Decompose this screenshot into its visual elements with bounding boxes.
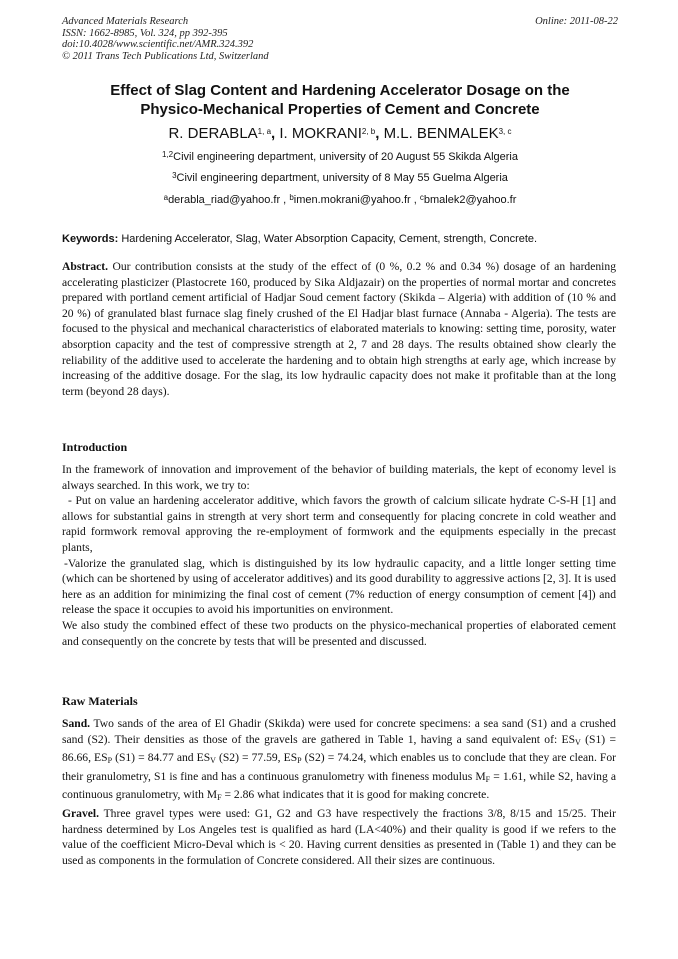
email-a[interactable]: derabla_riad@yahoo.fr , [168, 194, 287, 206]
title-line-2: Physico-Mechanical Properties of Cement and Concrete [140, 101, 540, 118]
gravel-label: Gravel. [62, 806, 100, 820]
journal-name: Advanced Materials Research [62, 16, 189, 27]
sand-paragraph [62, 716, 616, 806]
gravel-text: Three gravel types were used: G1, G2 and G3 have respectively the fractions 3/8, 8/15 and 15/25. Their hardness determined by Los Angeles test is qualified as hard (LA<40%) and their quality is good if we refers to the value of the coefficient Micro-Deval which is < 20. Having current densities as presented in (Table 1) and they can be used as components in the formulation of Concrete considered. All their sizes are continuous. [62, 806, 616, 867]
issn-line: ISSN: 1662-8985, Vol. 324, pp 392-395 [62, 27, 228, 39]
sand-label: Sand. [62, 717, 91, 730]
abstract-text: Our contribution consists at the study of the effect of (0 %, 0.2 % and 0.34 %) dosage of an hardening accelerating plasticizer (Plastocrete 160, produced by Sika Aldjazair) on the properties of normal mortar and concretes prepared with portland cement artificial of Hadjar Soud cement factory (Skikda – Algeria) with addition of (10 % and 20 %) of granulated blast furnace slag finely crushed of the El Hadjar blast furnace (Annaba - Algeria). The tests are focused to the physical and mechanical characteristics of elaborated materials to knowing: setting time, porosity, water absorption capacity and the test of compressive strength at 2, 7 and 28 days. The results obtained show clearly the reliability of the additive used to accelerate the hardening and to obtain high strengths at early age, which increase by increasing of the additive dosage. For the slag, its low hydraulic capacity does not make it profitable than at the long term (beyond 28 days). [62, 260, 616, 398]
sand-text: = 1.61, while S2, having a continuous granulometry, with M [62, 769, 617, 802]
author-name: M.L. BENMALEK [383, 125, 499, 142]
keywords-label: Keywords: [62, 233, 119, 245]
paper-title [60, 81, 620, 119]
email-b[interactable]: imen.mokrani@yahoo.fr , [293, 194, 417, 206]
sand-text: (S1) = 86.66, ES [62, 732, 616, 765]
email-sup: a [163, 193, 169, 202]
subscript: F [485, 774, 491, 784]
intro-paragraph: - Put on value an hardening accelerator additive, which favors the growth of calcium silicate hydrate C-S-H [1] and allows for substantial gains in strength at very short term and consequently for placing concrete in cold weather and rapid formwork removal approving the re-employment of formwork and the equipments especially in the precast plants, [62, 494, 616, 554]
running-header [62, 16, 618, 62]
affiliation-text: Civil engineering department, university of 20 August 55 Skikda Algeria [173, 151, 518, 163]
intro-paragraph: -Valorize the granulated slag, which is distinguished by its low hydraulic capacity, and a little longer setting time (which can be shortened by using of accelerator additives) and its good durability to aggressive actions [2, 3]. It is used here as an addition for minimizing the final cost of cement (7% reduction of energy consumption of cement [4]) and release the space it occupies to avoid his importunities on environment. [62, 556, 616, 617]
introduction-heading: Introduction [62, 440, 128, 454]
affiliation-text: Civil engineering department, university of 8 May 55 Guelma Algeria [176, 172, 508, 184]
email-sup: c [419, 193, 424, 202]
author-sup: 1, a [257, 127, 272, 136]
email-sup: b [289, 193, 294, 202]
sand-text: (S2) = 77.59, ES [215, 751, 298, 765]
author-list [60, 125, 620, 143]
subscript: F [217, 793, 222, 803]
subscript: P [107, 756, 113, 766]
affiliation-sup: 1,2 [162, 150, 174, 159]
introduction-body [62, 462, 616, 649]
sand-text: Two sands of the area of El Ghadir (Skikda) were used for concrete specimens: a sea sand (S1) and a crushed sand (S2). Their densities as those of the gravels are gathered in Table 1, having a sand equivalent of: ES [62, 717, 616, 746]
abstract-label: Abstract. [62, 260, 109, 273]
sand-text: (S1) = 84.77 and ES [112, 751, 211, 765]
sand-text: (S2) = 74.24, which enables us to conclude that they are clean. For their granulometry, S1 is fine and has a continuous granulometry with fineness modulus M [62, 751, 617, 783]
sand-text: = 2.86 what indicates that it is good for making concrete. [221, 788, 490, 802]
title-line-1: Effect of Slag Content and Hardening Accelerator Dosage on the [110, 82, 570, 99]
abstract [62, 259, 616, 399]
affiliation-sup: 3 [172, 171, 177, 180]
keywords [62, 232, 622, 246]
doi-line: doi:10.4028/www.scientific.net/AMR.324.392 [62, 39, 254, 51]
subscript: P [297, 756, 302, 766]
subscript: V [210, 756, 216, 766]
author-separator: , [271, 125, 276, 142]
affiliation-2 [60, 171, 620, 185]
author-name: R. DERABLA [168, 125, 258, 142]
intro-paragraph: We also study the combined effect of these two products on the physico-mechanical properties of elaborated cement and consequently on the concrete by tests that will be presented and discussed. [62, 618, 616, 648]
copyright-line: © 2011 Trans Tech Publications Ltd, Switzerland [62, 50, 269, 62]
subscript: V [575, 737, 581, 747]
author-name: I. MOKRANI [279, 125, 362, 142]
gravel-paragraph [62, 806, 616, 868]
author-separator: , [375, 125, 380, 142]
author-sup: 3, c [498, 127, 512, 136]
email-c[interactable]: bmalek2@yahoo.fr [423, 194, 517, 206]
raw-materials-heading: Raw Materials [62, 694, 138, 708]
author-sup: 2, b [361, 127, 376, 136]
online-date: Online: 2011-08-22 [535, 16, 618, 27]
affiliation-1 [60, 150, 620, 164]
intro-paragraph: In the framework of innovation and improvement of the behavior of building materials, the kept of economy level is always searched. In this work, we try to: [62, 463, 616, 492]
email-line [60, 193, 620, 207]
raw-materials-body [62, 716, 616, 868]
keywords-text: Hardening Accelerator, Slag, Water Absorption Capacity, Cement, strength, Concrete. [121, 233, 538, 245]
